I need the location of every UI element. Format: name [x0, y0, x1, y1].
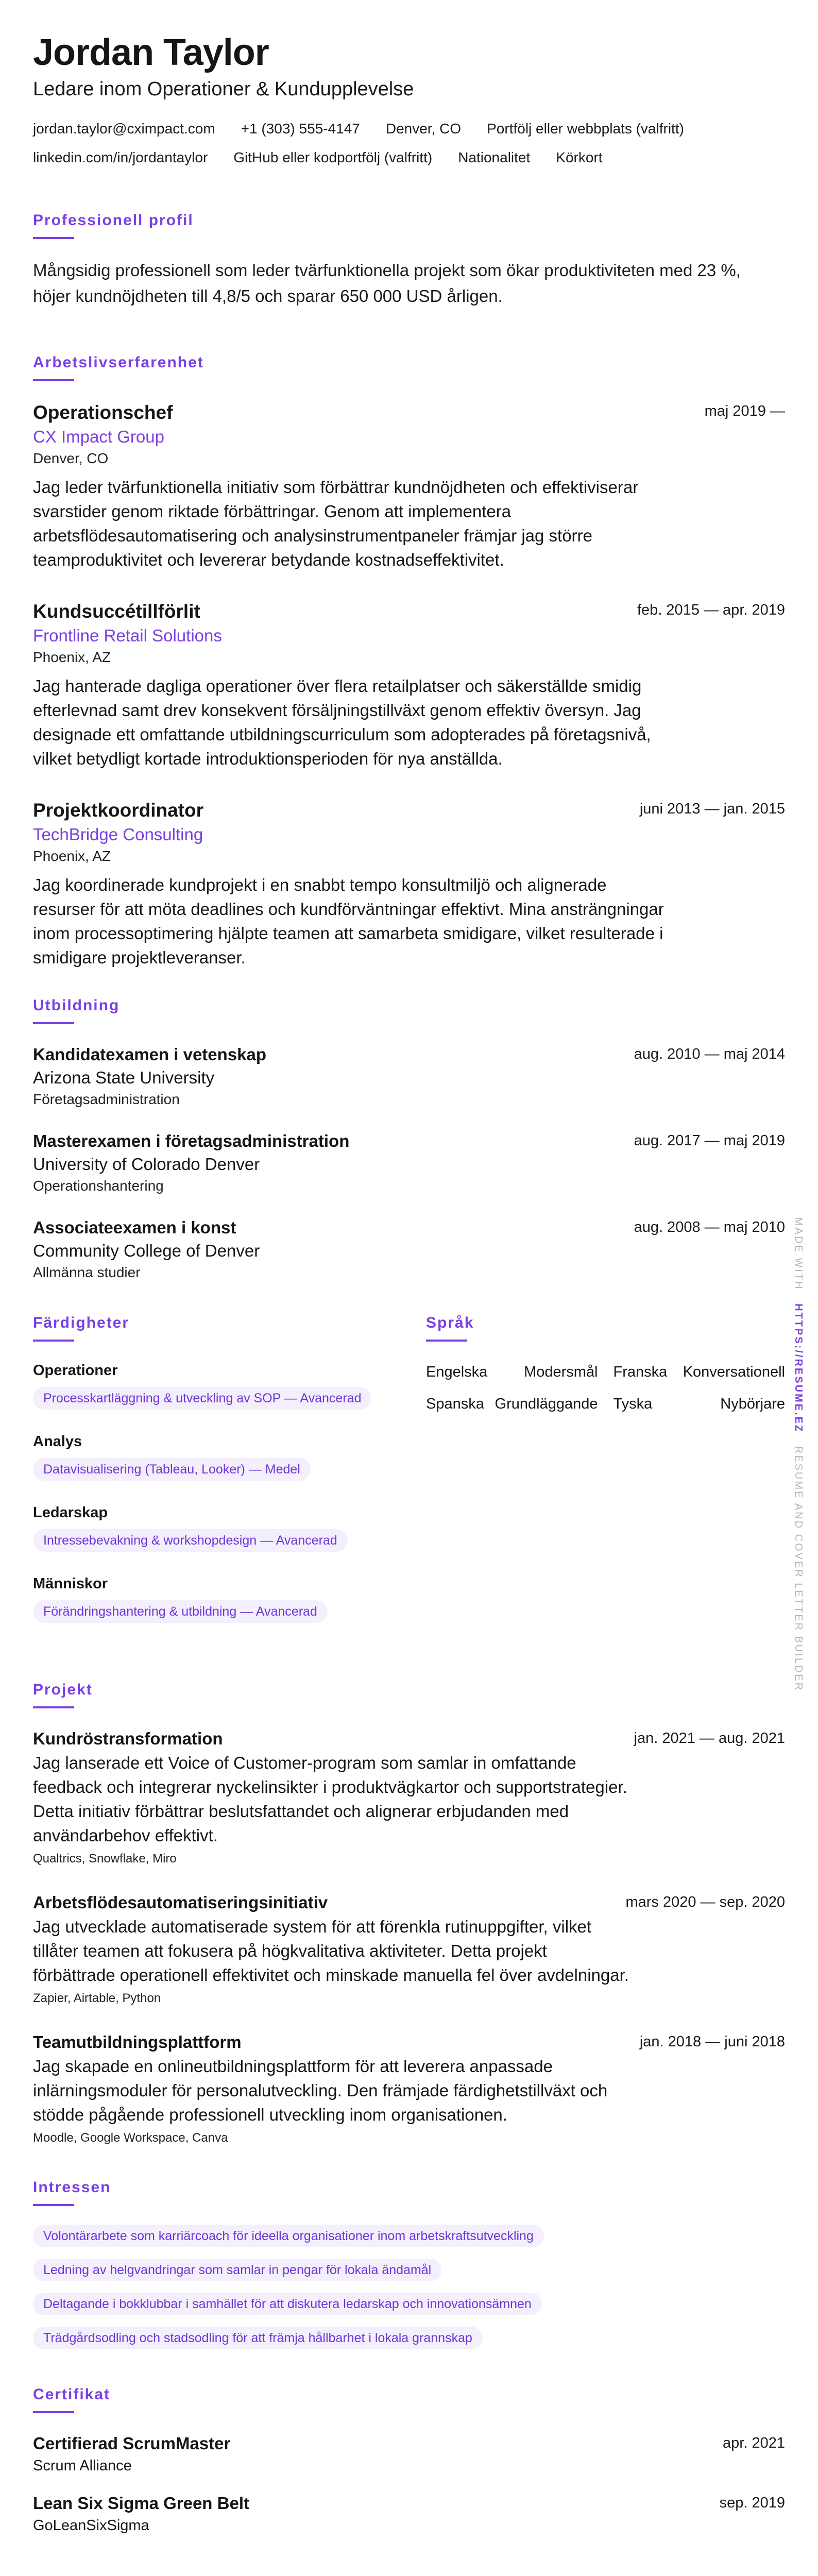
- education-entry: [33, 1216, 785, 1283]
- job-dates: juni 2013 — jan. 2015: [639, 801, 785, 817]
- language-name: Franska: [613, 1364, 668, 1380]
- company-name: TechBridge Consulting: [33, 825, 203, 844]
- skills-languages-row: [33, 1314, 785, 1645]
- project-tech: Moodle, Google Workspace, Canva: [33, 2131, 228, 2145]
- language-level: Konversationell: [683, 1364, 785, 1380]
- language-level: Modersmål: [524, 1364, 598, 1380]
- certificate-date: apr. 2021: [723, 2435, 785, 2451]
- certificates-section: [33, 2385, 785, 2536]
- skill-category: Människor: [33, 1575, 108, 1592]
- job-dates: maj 2019 —: [704, 403, 785, 419]
- certificate-issuer: Scrum Alliance: [33, 2458, 132, 2474]
- language-level: Grundläggande: [495, 1396, 598, 1412]
- certificate-date: sep. 2019: [719, 2495, 785, 2511]
- language-item: [426, 1360, 598, 1384]
- interests-section: [33, 2178, 785, 2349]
- job-description: Jag leder tvärfunktionella initiativ som förbättrar kundnöjdheten och effektiviserar svarstider genom riktade förbättringar. Genom att implementera arbetsflödesautomatisering och analysinstrumentpaneler främjar jag större teamproduktivitet och levererar betydande kostnadseffektivitet.: [33, 478, 639, 569]
- language-list: [426, 1360, 785, 1416]
- experience-section: [33, 353, 785, 970]
- project-description: Jag skapade en onlineutbildningsplattform för att leverera anpassade inlärningsmoduler för personalutveckling. Den främjade färdighetstillväxt och stödde pågående professionell utveckling inom organisationen.: [33, 2057, 608, 2124]
- job-dates: feb. 2015 — apr. 2019: [637, 602, 785, 618]
- contact-portfolio[interactable]: Portfölj eller webbplats (valfritt): [487, 121, 684, 137]
- section-divider: [33, 1706, 74, 1708]
- certificate-entry: [33, 2492, 785, 2536]
- project-description: Jag lanserade ett Voice of Customer-program som samlar in omfattande feedback och integrerar nyckelinsikter i produktvägkartor och supportstrategier. Detta initiativ förbättrar beslutsfattandet och alignerar erbjudanden med användarbehov effektivt.: [33, 1753, 627, 1845]
- certificate-name: Lean Six Sigma Green Belt: [33, 2494, 249, 2513]
- languages-section: [426, 1314, 785, 1645]
- project-name: Teamutbildningsplattform: [33, 2032, 242, 2052]
- language-level: Nybörjare: [720, 1396, 785, 1412]
- education-dates: aug. 2017 — maj 2019: [634, 1132, 785, 1149]
- section-title: Utbildning: [33, 997, 120, 1014]
- profile-section: [33, 211, 785, 309]
- skill-category: Ledarskap: [33, 1504, 108, 1521]
- section-divider: [33, 2204, 74, 2206]
- language-name: Tyska: [613, 1396, 653, 1412]
- projects-section: [33, 1681, 785, 2147]
- company-name: CX Impact Group: [33, 427, 164, 446]
- field-of-study: Företagsadministration: [33, 1091, 180, 1107]
- job-location: Phoenix, AZ: [33, 649, 111, 665]
- project-dates: jan. 2018 — juni 2018: [639, 2033, 785, 2050]
- skills-section: [33, 1314, 426, 1645]
- skill-group: [33, 1360, 426, 1417]
- degree-title: Masterexamen i företagsadministration: [33, 1131, 350, 1150]
- skill-group: [33, 1431, 426, 1488]
- contact-phone[interactable]: +1 (303) 555-4147: [241, 121, 360, 137]
- project-name: Arbetsflödesautomatiseringsinitiativ: [33, 1893, 328, 1912]
- degree-title: Associateexamen i konst: [33, 1218, 236, 1237]
- project-name: Kundröstransformation: [33, 1729, 223, 1748]
- school-name: Arizona State University: [33, 1068, 215, 1087]
- language-name: Spanska: [426, 1396, 484, 1412]
- education-entry: [33, 1129, 785, 1196]
- section-divider: [33, 237, 74, 239]
- experience-entry: [33, 400, 785, 572]
- section-divider: [33, 379, 74, 381]
- contact-location: Denver, CO: [385, 121, 462, 137]
- contact-license: Körkort: [556, 149, 603, 165]
- project-description: Jag utvecklade automatiserade system för att förenkla rutinuppgifter, vilket tillåter teamen att fokusera på högkvalitativa aktiviteter. Detta projekt förbättrade operationell effektivitet och minskade manuella fel över avdelningar.: [33, 1917, 629, 1985]
- section-title: Projekt: [33, 1681, 93, 1698]
- resume-main: [33, 31, 785, 2536]
- education-dates: aug. 2010 — maj 2014: [634, 1046, 785, 1062]
- language-item: [614, 1392, 786, 1416]
- contact-list: [33, 120, 764, 167]
- candidate-name: Jordan Taylor: [33, 32, 269, 73]
- education-dates: aug. 2008 — maj 2010: [634, 1219, 785, 1235]
- skill-group: [33, 1573, 426, 1630]
- job-title: Operationschef: [33, 402, 173, 423]
- skill-tag: Processkartläggning & utveckling av SOP — Avancerad: [33, 1387, 371, 1410]
- contact-github[interactable]: GitHub eller kodportfölj (valfritt): [233, 149, 433, 165]
- candidate-headline: Ledare inom Operationer & Kundupplevelse: [33, 78, 414, 100]
- section-divider: [33, 2411, 74, 2413]
- language-name: Engelska: [426, 1364, 488, 1380]
- section-title: Intressen: [33, 2179, 111, 2196]
- skill-group: [33, 1502, 426, 1559]
- interest-tag: Deltagande i bokklubbar i samhället för att diskutera ledarskap och innovationsämnen: [33, 2293, 542, 2315]
- section-title: Arbetslivserfarenhet: [33, 354, 204, 371]
- skill-category: Operationer: [33, 1362, 118, 1379]
- project-dates: mars 2020 — sep. 2020: [625, 1894, 785, 1910]
- project-entry: [33, 1727, 785, 1868]
- field-of-study: Operationshantering: [33, 1178, 164, 1194]
- project-dates: jan. 2021 — aug. 2021: [634, 1730, 785, 1747]
- company-name: Frontline Retail Solutions: [33, 626, 222, 645]
- contact-nationality: Nationalitet: [458, 149, 531, 165]
- section-divider: [33, 1022, 74, 1024]
- experience-entry: [33, 798, 785, 970]
- interest-tag: Volontärarbete som karriärcoach för ideella organisationer inom arbetskraftsutveckling: [33, 2225, 544, 2247]
- section-divider: [426, 1340, 467, 1342]
- job-location: Phoenix, AZ: [33, 848, 111, 864]
- section-title: Färdigheter: [33, 1314, 130, 1331]
- watermark-suffix: RESUME AND COVER LETTER BUILDER: [793, 1446, 804, 1692]
- project-entry: [33, 1891, 785, 2008]
- job-description: Jag koordinerade kundprojekt i en snabbt tempo konsultmiljö och alignerade resurser för att möta deadlines och kundförväntningar effektivt. Mina ansträngningar inom processoptimering hjälpte teamen att samarbeta smidigare, vilket resulterade i smidigare projektleveranser.: [33, 875, 664, 967]
- section-title: Certifikat: [33, 2386, 111, 2403]
- section-title: Professionell profil: [33, 212, 194, 229]
- certificate-name: Certifierad ScrumMaster: [33, 2434, 231, 2453]
- language-item: [614, 1360, 786, 1384]
- job-title: Kundsuccétillförlit: [33, 601, 200, 622]
- profile-summary: Mångsidig professionell som leder tvärfunktionella projekt som ökar produktiviteten med 23 %, höjer kundnöjdheten till 4,8/5 och sparar 650 000 USD årligen.: [33, 261, 741, 306]
- skill-category: Analys: [33, 1433, 82, 1450]
- skill-tag: Intressebevakning & workshopdesign — Avancerad: [33, 1529, 348, 1552]
- skill-tag: Förändringshantering & utbildning — Avancerad: [33, 1600, 328, 1623]
- job-title: Projektkoordinator: [33, 800, 203, 821]
- certificate-issuer: GoLeanSixSigma: [33, 2517, 149, 2534]
- experience-entry: [33, 599, 785, 771]
- builder-watermark: [788, 1217, 809, 1692]
- degree-title: Kandidatexamen i vetenskap: [33, 1045, 267, 1064]
- education-section: [33, 996, 785, 1283]
- project-tech: Qualtrics, Snowflake, Miro: [33, 1852, 177, 1866]
- language-item: [426, 1392, 598, 1416]
- interest-tag: Trädgårdsodling och stadsodling för att främja hållbarhet i lokala grannskap: [33, 2327, 483, 2349]
- project-entry: [33, 2030, 785, 2147]
- contact-email[interactable]: jordan.taylor@cximpact.com: [33, 121, 215, 137]
- section-title: Språk: [426, 1314, 474, 1331]
- watermark-link[interactable]: HTTPS://RESUME.EZ: [793, 1303, 804, 1433]
- watermark-prefix: MADE WITH: [793, 1217, 804, 1291]
- contact-linkedin[interactable]: linkedin.com/in/jordantaylor: [33, 149, 208, 165]
- interest-tag: Ledning av helgvandringar som samlar in pengar för lokala ändamål: [33, 2259, 441, 2281]
- education-entry: [33, 1043, 785, 1110]
- skill-tag: Datavisualisering (Tableau, Looker) — Medel: [33, 1458, 311, 1481]
- job-location: Denver, CO: [33, 450, 109, 466]
- project-tech: Zapier, Airtable, Python: [33, 1991, 161, 2005]
- school-name: University of Colorado Denver: [33, 1155, 260, 1174]
- school-name: Community College of Denver: [33, 1241, 260, 1260]
- certificate-entry: [33, 2432, 785, 2476]
- section-divider: [33, 1340, 74, 1342]
- field-of-study: Allmänna studier: [33, 1264, 141, 1280]
- job-description: Jag hanterade dagliga operationer över flera retailplatser och säkerställde smidig efterlevnad samt drev konsekvent försäljningstillväxt genom effektiv översyn. Jag designade ett omfattande utbildningscurriculum som adopterades på företagsnivå, vilket betydligt kortade introduktionsperioden för nya anställda.: [33, 676, 651, 768]
